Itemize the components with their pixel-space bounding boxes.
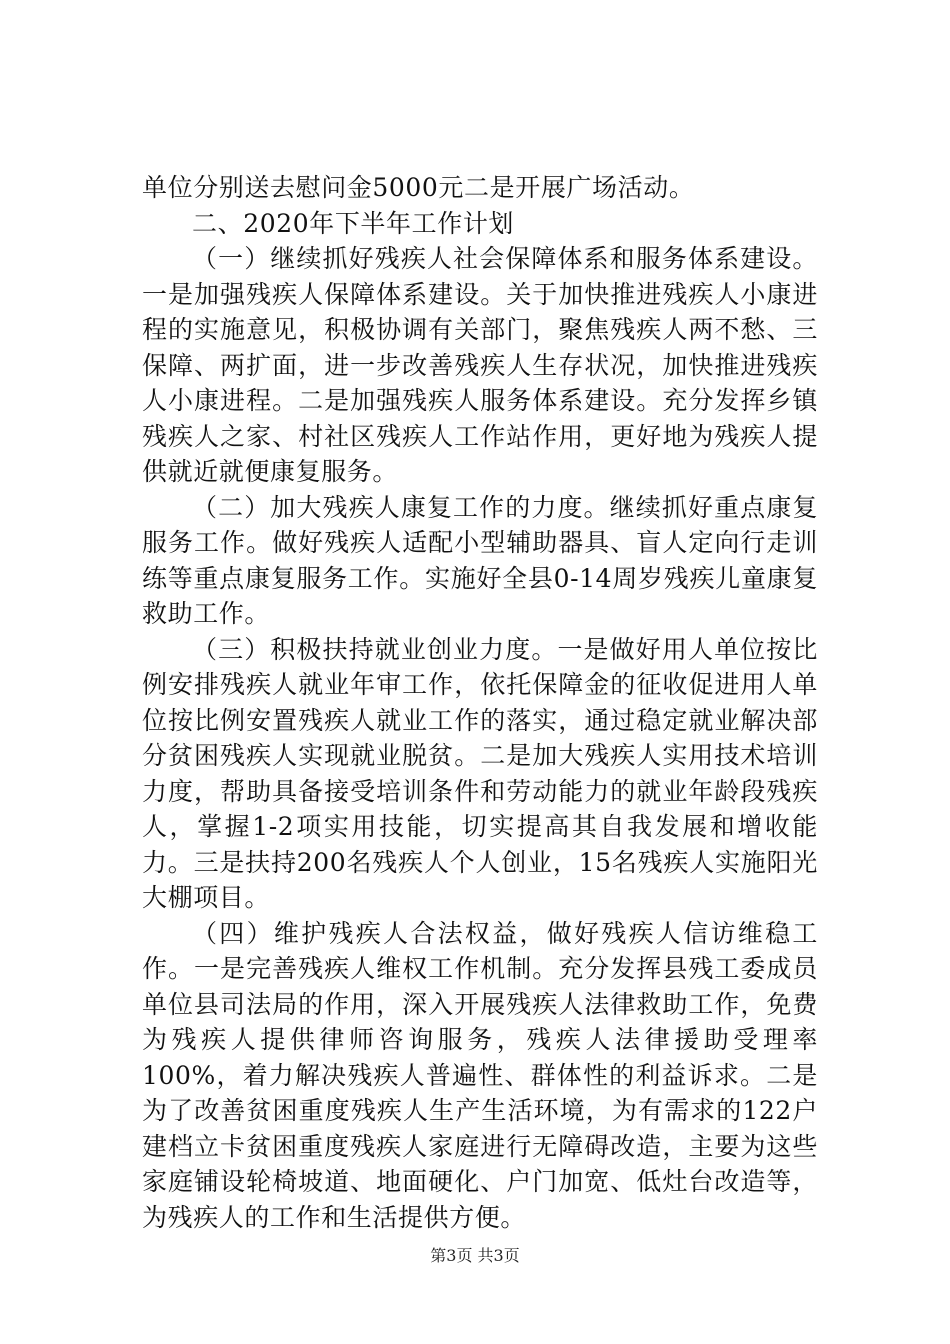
document-body [142,170,818,1235]
section-heading: 二、2020年下半年工作计划 [192,208,515,238]
paragraph-item-4: （四）维护残疾人合法权益，做好残疾人信访维稳工作。一是完善残疾人维权工作机制。充分发挥县残工委成员单位县司法局的作用，深入开展残疾人法律救助工作，免费为残疾人提供律师咨询服务，残疾人法律援助受理率100%，着力解决残疾人普遍性、群体性的利益诉求。二是为了改善贫困重度残疾人生产生活环境，为有需求的122户建档立卡贫困重度残疾人家庭进行无障碍改造，主要为这些家庭铺设轮椅坡道、地面硬化、户门加宽、低灶台改造等，为残疾人的工作和生活提供方便。 [142,918,818,1232]
paragraph-continuation: 单位分别送去慰问金5000元二是开展广场活动。 [142,173,695,202]
page-footer: 第3页 共3页 [430,1246,520,1265]
paragraph-item-1: （一）继续抓好残疾人社会保障体系和服务体系建设。一是加强残疾人保障体系建设。关于加快推进残疾人小康进程的实施意见，积极协调有关部门，聚焦残疾人两不愁、三保障、两扩面，进一步改善残疾人生存状况，加快推进残疾人小康进程。二是加强残疾人服务体系建设。充分发挥乡镇残疾人之家、村社区残疾人工作站作用，更好地为残疾人提供就近就便康复服务。 [142,244,818,486]
paragraph-item-2: （二）加大残疾人康复工作的力度。继续抓好重点康复服务工作。做好残疾人适配小型辅助器具、盲人定向行走训练等重点康复服务工作。实施好全县0-14周岁残疾儿童康复救助工作。 [142,492,818,628]
paragraph-item-3: （三）积极扶持就业创业力度。一是做好用人单位按比例安排残疾人就业年审工作，依托保障金的征收促进用人单位按比例安置残疾人就业工作的落实，通过稳定就业解决部分贫困残疾人实现就业脱贫。二是加大残疾人实用技术培训力度，帮助具备接受培训条件和劳动能力的就业年龄段残疾人，掌握1-2项实用技能，切实提高其自我发展和增收能力。三是扶持200名残疾人个人创业，15名残疾人实施阳光大棚项目。 [142,634,818,912]
